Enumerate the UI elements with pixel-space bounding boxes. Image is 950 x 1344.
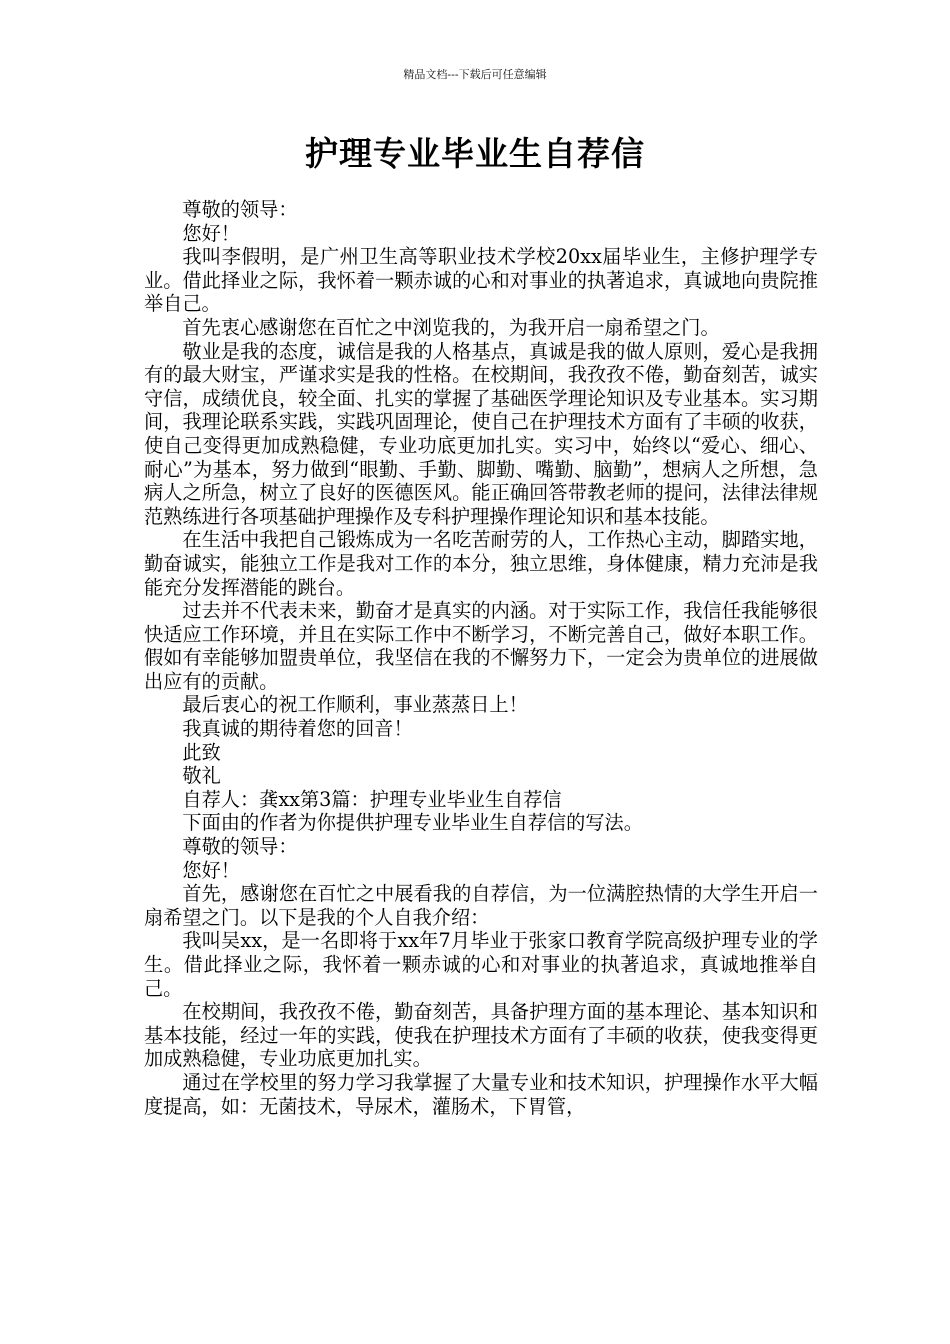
paragraph-future: 过去并不代表未来，勤奋才是真实的内涵。对于实际工作，我信任我能够很快适应工作环境，并且在实际工作中不断学习，不断完善自己，做好本职工作。假如有幸能够加盟贵单位，我坚信在我的不懈努力下，一定会为贵单位的进展做出应有的贡献。 — [144, 599, 818, 693]
paragraph-salutation: 尊敬的领导： — [182, 198, 298, 221]
paragraph-life: 在生活中我把自己锻炼成为一名吃苦耐劳的人，工作热心主动，脚踏实地，勤奋诚实，能独立工作是我对工作的本分，独立思维，身体健康，精力充沛是我能充分发挥潜能的跳台。 — [144, 528, 818, 599]
paragraph-greeting-2: 您好！ — [182, 858, 240, 882]
paragraph-school-2: 在校期间，我孜孜不倦，勤奋刻苦，具备护理方面的基本理论、基本知识和基本技能，经过一年的实践，使我在护理技术方面有了丰硕的收获，使我变得更加成熟稳健，专业功底更加扎实。 — [144, 1000, 818, 1071]
paragraph-thanks: 首先衷心感谢您在百忙之中浏览我的，为我开启一扇希望之门。 — [182, 315, 720, 339]
paragraph-wishes: 最后衷心的祝工作顺利，事业蒸蒸日上！ — [182, 693, 528, 717]
paragraph-greeting: 您好！ — [182, 221, 240, 245]
letter-body — [144, 198, 818, 1118]
paragraph-attitude: 敬业是我的态度，诚信是我的人格基点，真诚是我的做人原则，爱心是我拥有的最大财宝，严谨求实是我的性格。在校期间，我孜孜不倦，勤奋刻苦，诚实守信，成绩优良，较全面、扎实的掌握了基础医学理论知识及专业基本。实习期间，我理论联系实践，实践巩固理论，使自己在护理技术方面有了丰硕的收获，使自己变得更加成熟稳健，专业功底更加扎实。实习中，始终以“爱心、细心、耐心”为基本，努力做到“眼勤、手勤、脚勤、嘴勤、脑勤”，想病人之所想，急病人之所急，树立了良好的医德医风。能正确回答带教老师的提问，法律法律规范熟练进行各项基础护理操作及专科护理操作理论知识和基本技能。 — [144, 339, 818, 528]
paragraph-intro: 我叫李假明，是广州卫生高等职业技术学校20xx届毕业生，主修护理学专业。借此择业之际，我怀着一颗赤诚的心和对事业的执著追求，真诚地向贵院推举自己。 — [144, 245, 818, 316]
paragraph-intro-2: 我叫吴xx，是一名即将于xx年7月毕业于张家口教育学院高级护理专业的学生。借此择业之际，我怀着一颗赤诚的心和对事业的执著追求，真诚地推举自己。 — [144, 929, 818, 1000]
page-title: 护理专业毕业生自荐信 — [305, 134, 645, 173]
paragraph-cizhi: 此致 — [182, 740, 221, 764]
header-note: 精品文档---下载后可任意编辑 — [403, 68, 547, 81]
paragraph-signature: 自荐人：龚xx第3篇：护理专业毕业生自荐信 — [182, 787, 562, 811]
paragraph-thanks-2: 首先，感谢您在百忙之中展看我的自荐信，为一位满腔热情的大学生开启一扇希望之门。以下是我的个人自我介绍： — [144, 882, 818, 929]
paragraph-writing-note: 下面由的作者为你提供护理专业毕业生自荐信的写法。 — [182, 811, 643, 835]
paragraph-jingli: 敬礼 — [182, 764, 221, 788]
paragraph-salutation-2: 尊敬的领导： — [182, 835, 298, 859]
paragraph-expect: 我真诚的期待着您的回音！ — [182, 717, 413, 741]
paragraph-skills-2: 通过在学校里的努力学习我掌握了大量专业和技术知识，护理操作水平大幅度提高，如：无菌技术，导尿术，灌肠术，下胃管， — [144, 1070, 818, 1118]
